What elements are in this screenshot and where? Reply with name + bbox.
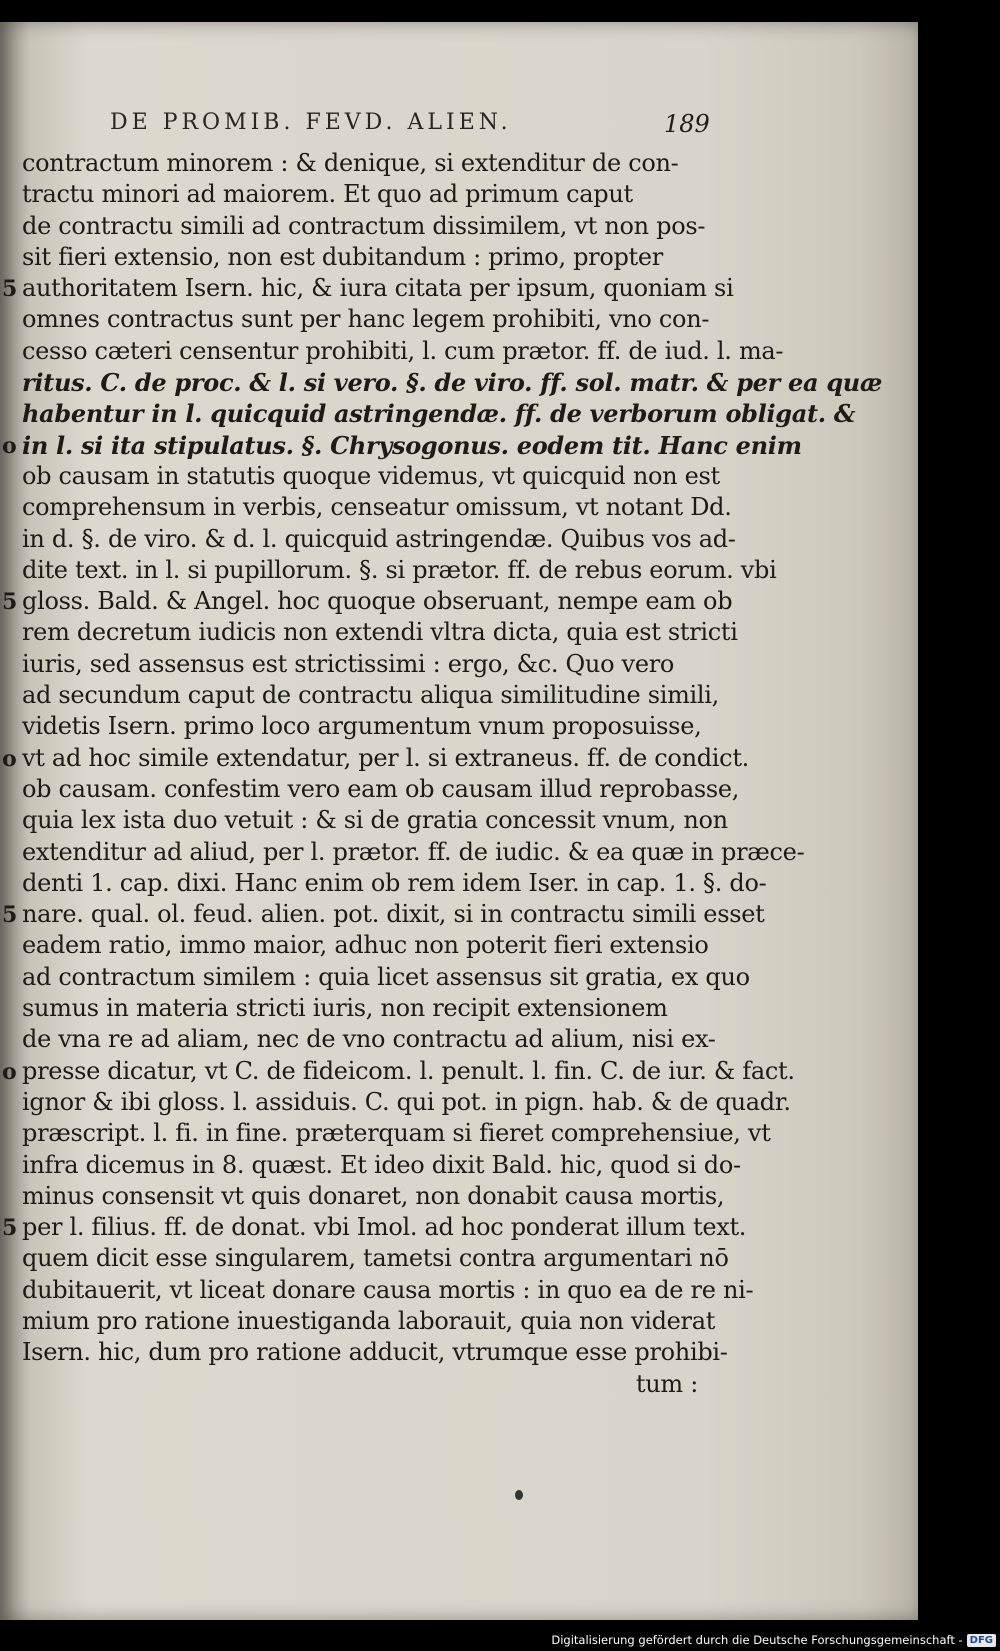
text-line: omnes contractus sunt per hanc legem prohibiti, vno con- bbox=[22, 305, 710, 334]
ornament-dot bbox=[515, 1490, 523, 1500]
text-line: nare. qual. ol. feud. alien. pot. dixit, si in contractu simili esset bbox=[22, 900, 765, 929]
text-line: ignor & ibi gloss. l. assiduis. C. qui pot. in pign. hab. & de quadr. bbox=[22, 1087, 791, 1116]
margin-number: o bbox=[2, 432, 17, 459]
text-line: eadem ratio, immo maior, adhuc non poterit fieri extensio bbox=[22, 931, 709, 960]
text-line: rem decretum iudicis non extendi vltra dicta, quia est stricti bbox=[22, 618, 738, 647]
text-line: minus consensit vt quis donaret, non donabit causa mortis, bbox=[22, 1181, 725, 1210]
text-line: dubitauerit, vt liceat donare causa mortis : in quo ea de re ni- bbox=[22, 1275, 754, 1304]
text-line: ad secundum caput de contractu aliqua similitudine simili, bbox=[22, 681, 719, 710]
funding-banner bbox=[551, 1629, 1000, 1651]
text-line: per l. filius. ff. de donat. vbi Imol. ad hoc ponderat illum text. bbox=[22, 1213, 747, 1242]
margin-number: o bbox=[2, 745, 17, 772]
text-line: habentur in l. quicquid astringendæ. ff. de verborum obligat. & bbox=[22, 399, 856, 429]
text-line: sumus in materia stricti iuris, non recipit extensionem bbox=[22, 994, 668, 1023]
text-line: cesso cæteri censentur prohibiti, l. cum prætor. ff. de iud. l. ma- bbox=[22, 336, 784, 365]
dfg-logo: DFG bbox=[967, 1634, 996, 1647]
margin-number: 5 bbox=[2, 1215, 18, 1242]
text-line: dite text. in l. si pupillorum. §. si prætor. ff. de rebus eorum. vbi bbox=[22, 555, 777, 584]
text-line: quia lex ista duo vetuit : & si de gratia concessit vnum, non bbox=[22, 806, 728, 835]
text-line: Isern. hic, dum pro ratione adducit, vtrumque esse prohibi- bbox=[22, 1338, 728, 1367]
text-line: contractum minorem : & denique, si extenditur de con- bbox=[22, 149, 679, 177]
text-line: authoritatem Isern. hic, & iura citata per ipsum, quoniam si bbox=[22, 274, 734, 303]
text-line: ob causam. confestim vero eam ob causam illud reprobasse, bbox=[22, 774, 740, 803]
text-line: presse dicatur, vt C. de fideicom. l. penult. l. fin. C. de iur. & fact. bbox=[22, 1056, 795, 1085]
text-line: vt ad hoc simile extendatur, per l. si extraneus. ff. de condict. bbox=[22, 743, 749, 772]
text-line: iuris, sed assensus est strictissimi : ergo, &c. Quo vero bbox=[22, 649, 675, 678]
text-line: de contractu simili ad contractum dissimilem, vt non pos- bbox=[22, 211, 706, 240]
text-line: ad contractum similem : quia licet assensus sit gratia, ex quo bbox=[22, 962, 750, 991]
body-text bbox=[22, 148, 883, 1400]
text-line: præscript. l. fi. in fine. præterquam si fieret comprehensiue, vt bbox=[22, 1119, 771, 1148]
text-line: mium pro ratione inuestiganda laborauit, quia non viderat bbox=[22, 1306, 716, 1335]
text-line: in l. si ita stipulatus. §. Chrysogonus. eodem tit. Hanc enim bbox=[22, 430, 802, 460]
funding-credit: Digitalisierung gefördert durch die Deutsche Forschungsgemeinschaft - bbox=[551, 1633, 963, 1647]
text-line: gloss. Bald. & Angel. hoc quoque obseruant, nempe eam ob bbox=[22, 587, 733, 616]
text-line: videtis Isern. primo loco argumentum vnum proposuisse, bbox=[22, 712, 702, 741]
margin-number: 5 bbox=[2, 902, 18, 929]
page-number: 189 bbox=[664, 110, 710, 138]
text-line: de vna re ad aliam, nec de vno contractu ad alium, nisi ex- bbox=[22, 1025, 716, 1054]
text-line: infra dicemus in 8. quæst. Et ideo dixit Bald. hic, quod si do- bbox=[22, 1150, 741, 1179]
book-page bbox=[0, 22, 918, 1620]
text-line: quem dicit esse singularem, tametsi contra argumentari nō bbox=[22, 1244, 729, 1273]
text-line: ritus. C. de proc. & l. si vero. §. de viro. ff. sol. matr. & per ea quæ bbox=[22, 368, 883, 398]
text-line: extenditur ad aliud, per l. prætor. ff. de iudic. & ea quæ in præce- bbox=[22, 837, 805, 866]
text-line: ob causam in statutis quoque videmus, vt quicquid non est bbox=[22, 461, 720, 490]
text-line: tum : bbox=[635, 1369, 698, 1398]
text-line: sit fieri extensio, non est dubitandum : primo, propter bbox=[22, 242, 663, 271]
text-line: denti 1. cap. dixi. Hanc enim ob rem idem Iser. in cap. 1. §. do- bbox=[22, 868, 767, 897]
text-line: comprehensum in verbis, censeatur omissum, vt notant Dd. bbox=[22, 493, 732, 522]
margin-number: 5 bbox=[2, 589, 18, 616]
margin-number: 5 bbox=[2, 276, 18, 303]
text-line: in d. §. de viro. & d. l. quicquid astringendæ. Quibus vos ad- bbox=[22, 524, 736, 553]
running-head: DE PROMIB. FEVD. ALIEN. bbox=[110, 110, 512, 135]
text-line: tractu minori ad maiorem. Et quo ad primum caput bbox=[22, 180, 633, 209]
margin-number: o bbox=[2, 1058, 17, 1085]
